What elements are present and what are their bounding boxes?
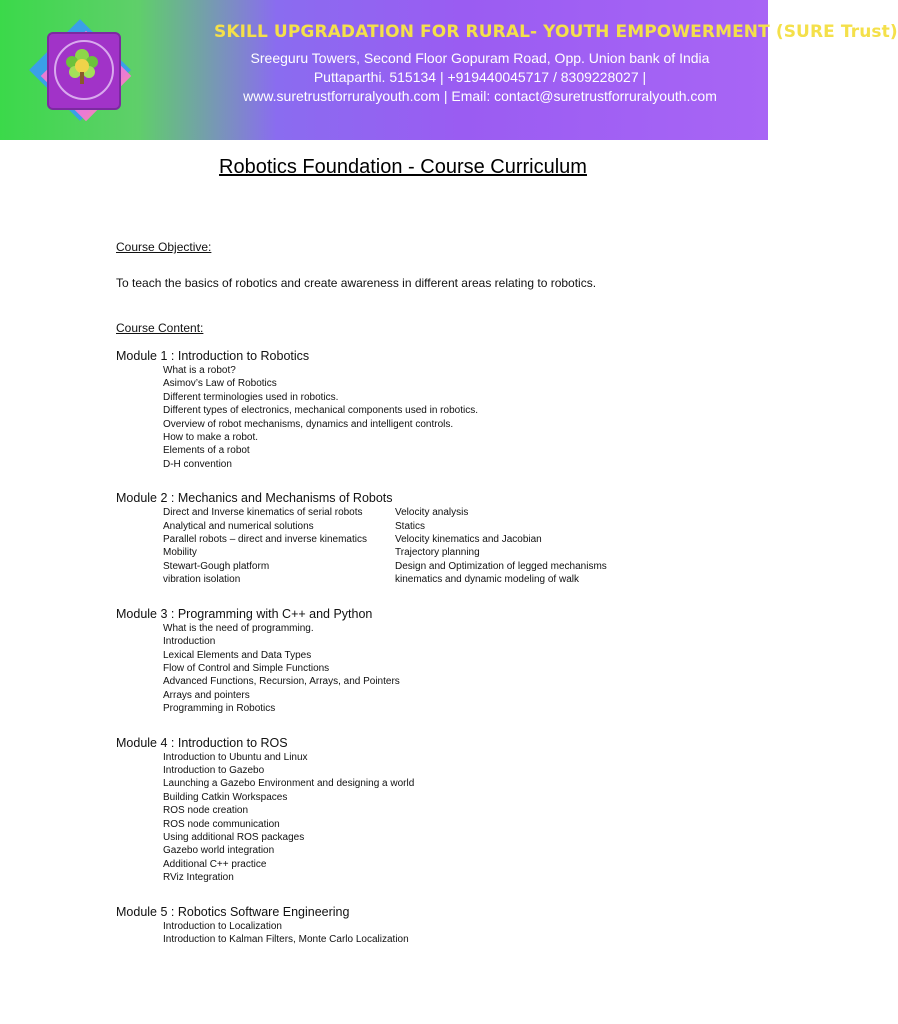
org-address <box>200 49 760 106</box>
address-line-1: Sreeguru Towers, Second Floor Gopuram Road, Opp. Union bank of India <box>250 50 710 66</box>
list-item: Flow of Control and Simple Functions <box>163 662 330 674</box>
list-item-left: Parallel robots – direct and inverse kinematics <box>163 534 367 546</box>
list-item: Arrays and pointers <box>163 689 250 701</box>
module-items <box>163 622 756 716</box>
list-item: Advanced Functions, Recursion, Arrays, and Pointers <box>163 676 400 688</box>
module-items <box>163 364 756 471</box>
course-objective-label: Course Objective: <box>116 240 212 254</box>
list-item: Overview of robot mechanisms, dynamics and intelligent controls. <box>163 418 454 430</box>
sure-trust-logo <box>30 18 130 126</box>
list-item-right: kinematics and dynamic modeling of walk <box>395 574 579 586</box>
list-item: Introduction to Ubuntu and Linux <box>163 751 308 763</box>
module-title: Module 4 : Introduction to ROS <box>116 735 288 750</box>
list-item-left: vibration isolation <box>163 574 241 586</box>
module-2 <box>116 491 756 586</box>
module-1 <box>116 349 756 471</box>
list-item: Introduction to Gazebo <box>163 764 265 776</box>
list-item-left: Stewart-Gough platform <box>163 560 270 572</box>
module-title: Module 3 : Programming with C++ and Python <box>116 606 373 621</box>
list-item: Building Catkin Workspaces <box>163 791 288 803</box>
list-item: How to make a robot. <box>163 432 259 444</box>
course-content-label: Course Content: <box>116 321 204 335</box>
list-item: ROS node communication <box>163 818 280 830</box>
list-item: ROS node creation <box>163 805 249 817</box>
tree-icon <box>60 44 104 92</box>
list-item: Launching a Gazebo Environment and designing a world <box>163 778 415 790</box>
org-name: SKILL UPGRADATION FOR RURAL- YOUTH EMPOWERMENT (SURE Trust) <box>214 22 898 42</box>
document-title: Robotics Foundation - Course Curriculum <box>219 156 587 178</box>
list-item-right: Design and Optimization of legged mechanisms <box>395 560 607 572</box>
list-item: RViz Integration <box>163 872 234 884</box>
list-item: Additional C++ practice <box>163 858 267 870</box>
list-row <box>163 506 756 519</box>
list-item: What is the need of programming. <box>163 622 314 634</box>
module-title: Module 2 : Mechanics and Mechanisms of Robots <box>116 491 393 506</box>
list-item: Elements of a robot <box>163 445 250 457</box>
list-row <box>163 520 756 533</box>
list-item-left: Analytical and numerical solutions <box>163 520 314 532</box>
list-item: Introduction to Kalman Filters, Monte Carlo Localization <box>163 934 409 945</box>
list-item: Using additional ROS packages <box>163 831 305 843</box>
list-row <box>163 546 756 559</box>
list-item: Different terminologies used in robotics. <box>163 391 339 403</box>
document-body <box>116 240 756 946</box>
list-row <box>163 533 756 546</box>
module-items <box>163 920 756 947</box>
address-line-3: www.suretrustforruralyouth.com | Email: contact@suretrustforruralyouth.com <box>243 88 717 104</box>
module-3 <box>116 607 756 716</box>
module-title: Module 5 : Robotics Software Engineering <box>116 904 350 919</box>
list-item-right: Trajectory planning <box>395 547 480 559</box>
list-item: Asimov’s Law of Robotics <box>163 378 277 390</box>
list-item: D-H convention <box>163 458 232 470</box>
list-item-right: Velocity kinematics and Jacobian <box>395 534 542 546</box>
list-item: Gazebo world integration <box>163 845 275 857</box>
banner-text <box>200 22 898 106</box>
header-banner <box>0 0 898 140</box>
list-item-right: Statics <box>395 520 426 532</box>
list-item-left: Direct and Inverse kinematics of serial robots <box>163 507 363 519</box>
course-objective-text: To teach the basics of robotics and create awareness in different areas relating to robotics. <box>116 276 597 290</box>
module-4 <box>116 736 756 885</box>
list-item-right: Velocity analysis <box>395 507 469 519</box>
module-title: Module 1 : Introduction to Robotics <box>116 349 310 363</box>
list-item: Lexical Elements and Data Types <box>163 649 312 661</box>
module-items <box>163 506 756 586</box>
module-5 <box>116 905 756 947</box>
list-row <box>163 560 756 573</box>
list-item: Introduction to Localization <box>163 920 282 932</box>
list-item: What is a robot? <box>163 365 236 376</box>
address-line-2: Puttaparthi. 515134 | +919440045717 / 8309228027 | <box>313 69 647 85</box>
list-item: Different types of electronics, mechanical components used in robotics. <box>163 405 478 417</box>
list-item-left: Mobility <box>163 547 197 559</box>
list-item: Introduction <box>163 636 216 648</box>
list-row <box>163 573 756 586</box>
list-item: Programming in Robotics <box>163 703 276 715</box>
module-items <box>163 751 756 885</box>
